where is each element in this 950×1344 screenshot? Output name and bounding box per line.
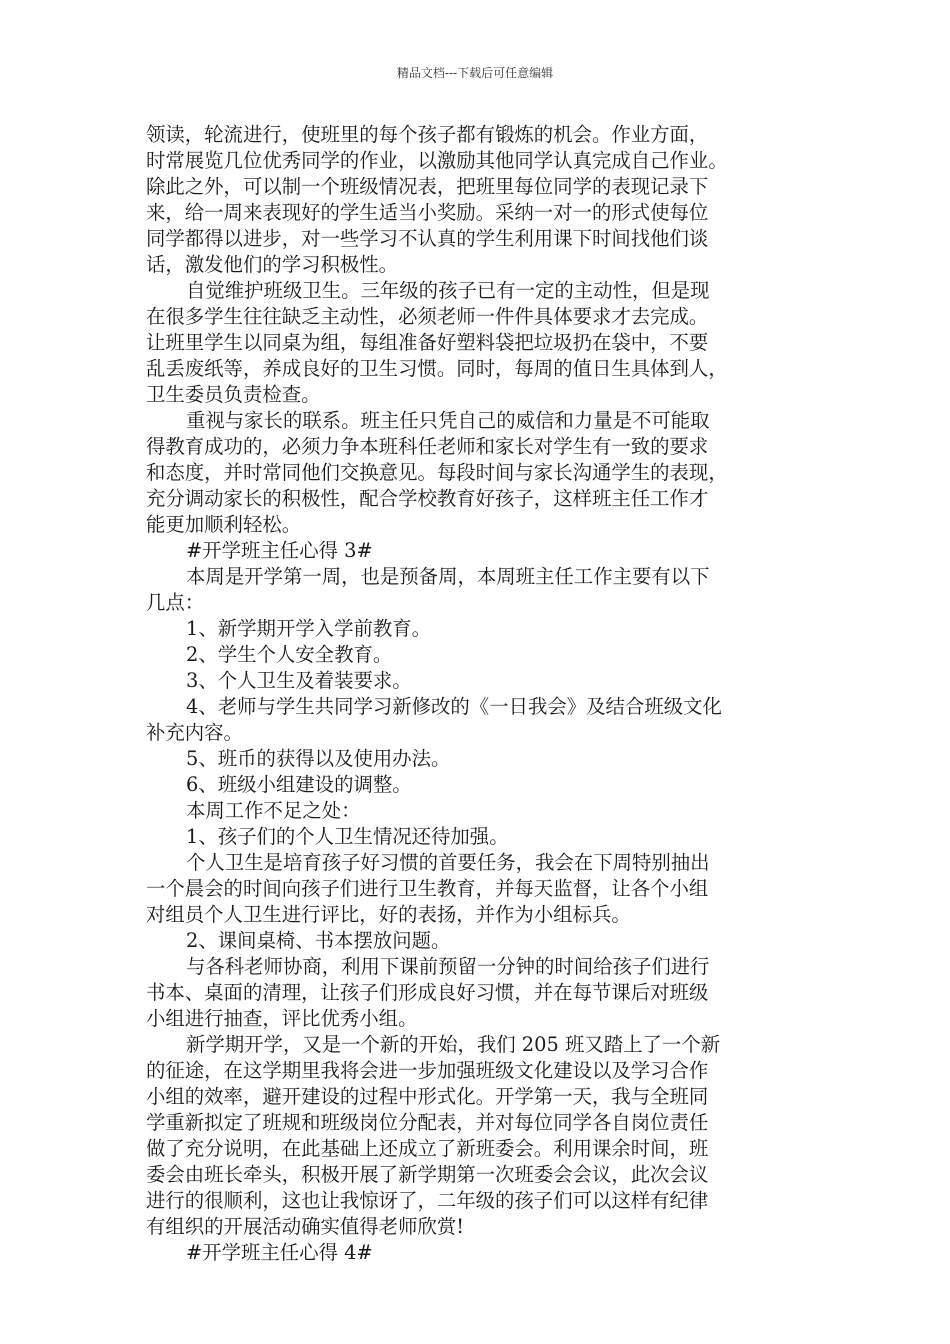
text-line: 和态度，并时常同他们交换意见。每段时间与家长沟通学生的表现，	[146, 461, 728, 484]
text-line: 3、个人卫生及着装要求。	[186, 669, 412, 692]
text-line: 自觉维护班级卫生。三年级的孩子已有一定的主动性，但是现	[186, 279, 710, 302]
text-line: 重视与家长的联系。班主任只凭自己的威信和力量是不可能取	[186, 409, 710, 432]
text-line: 同学都得以进步，对一些学习不认真的学生利用课下时间找他们谈	[146, 227, 709, 250]
text-line: 1、孩子们的个人卫生情况还待加强。	[186, 825, 509, 848]
text-line: 卫生委员负责检查。	[146, 383, 321, 406]
text-line: 4、老师与学生共同学习新修改的《一日我会》及结合班级文化	[186, 695, 722, 718]
text-line: 本周是开学第一周，也是预备周，本周班主任工作主要有以下	[186, 565, 710, 588]
text-line: 充分调动家长的积极性，配合学校教育好孩子，这样班主任工作才	[146, 487, 709, 510]
text-line: 有组织的开展活动确实值得老师欣赏!	[146, 1215, 465, 1238]
text-line: 领读，轮流进行，使班里的每个孩子都有锻炼的机会。作业方面，	[146, 123, 709, 146]
text-line: 2、学生个人安全教育。	[186, 643, 393, 666]
text-line: 小组的效率，避开建设的过程中形式化。开学第一天，我与全班同	[146, 1085, 709, 1108]
text-line: 的征途，在这学期里我将会进一步加强班级文化建设以及学习合作	[146, 1059, 709, 1082]
text-line: 1、新学期开学入学前教育。	[186, 617, 432, 640]
text-line: 乱丢废纸等，养成良好的卫生习惯。同时，每周的值日生具体到人，	[146, 357, 728, 380]
page-header: 精品文档---下载后可任意编辑	[396, 66, 554, 80]
text-line: #开学班主任心得 4#	[186, 1241, 373, 1264]
text-line: 小组进行抽查，评比优秀小组。	[146, 1007, 418, 1030]
text-line: 几点：	[146, 591, 205, 614]
document-body	[146, 122, 816, 1266]
text-line: 得教育成功的，必须力争本班科任老师和家长对学生有一致的要求	[146, 435, 709, 458]
text-line: 5、班币的获得以及使用办法。	[186, 747, 451, 770]
text-line: 对组员个人卫生进行评比，好的表扬，并作为小组标兵。	[146, 903, 631, 926]
text-line: 补充内容。	[146, 721, 243, 744]
text-line: 在很多学生往往缺乏主动性，必须老师一件件具体要求才去完成。	[146, 305, 709, 328]
text-line: 委会由班长牵头，积极开展了新学期第一次班委会会议，此次会议	[146, 1163, 709, 1186]
text-line: 能更加顺利轻松。	[146, 513, 302, 536]
text-line: 做了充分说明，在此基础上还成立了新班委会。利用课余时间，班	[146, 1137, 709, 1160]
text-line: 一个晨会的时间向孩子们进行卫生教育，并每天监督，让各个小组	[146, 877, 709, 900]
text-line: 2、课间桌椅、书本摆放问题。	[186, 929, 451, 952]
text-line: 书本、桌面的清理，让孩子们形成良好习惯，并在每节课后对班级	[146, 981, 709, 1004]
text-line: 除此之外，可以制一个班级情况表，把班里每位同学的表现记录下	[146, 175, 709, 198]
text-line: 时常展览几位优秀同学的作业，以激励其他同学认真完成自己作业。	[146, 149, 728, 172]
text-line: #开学班主任心得 3#	[186, 539, 373, 562]
text-line: 6、班级小组建设的调整。	[186, 773, 412, 796]
text-line: 来，给一周来表现好的学生适当小奖励。采纳一对一的形式使每位	[146, 201, 709, 224]
text-line: 话，激发他们的学习积极性。	[146, 253, 399, 276]
text-line: 个人卫生是培育孩子好习惯的首要任务，我会在下周特别抽出	[186, 851, 710, 874]
text-line: 新学期开学，又是一个新的开始，我们 205 班又踏上了一个新	[186, 1033, 721, 1056]
text-line: 进行的很顺利，这也让我惊讶了，二年级的孩子们可以这样有纪律	[146, 1189, 709, 1212]
text-line: 让班里学生以同桌为组，每组准备好塑料袋把垃圾扔在袋中，不要	[146, 331, 709, 354]
text-line: 与各科老师协商，利用下课前预留一分钟的时间给孩子们进行	[186, 955, 710, 978]
text-line: 学重新拟定了班规和班级岗位分配表，并对每位同学各自岗位责任	[146, 1111, 709, 1134]
text-line: 本周工作不足之处：	[186, 799, 361, 822]
